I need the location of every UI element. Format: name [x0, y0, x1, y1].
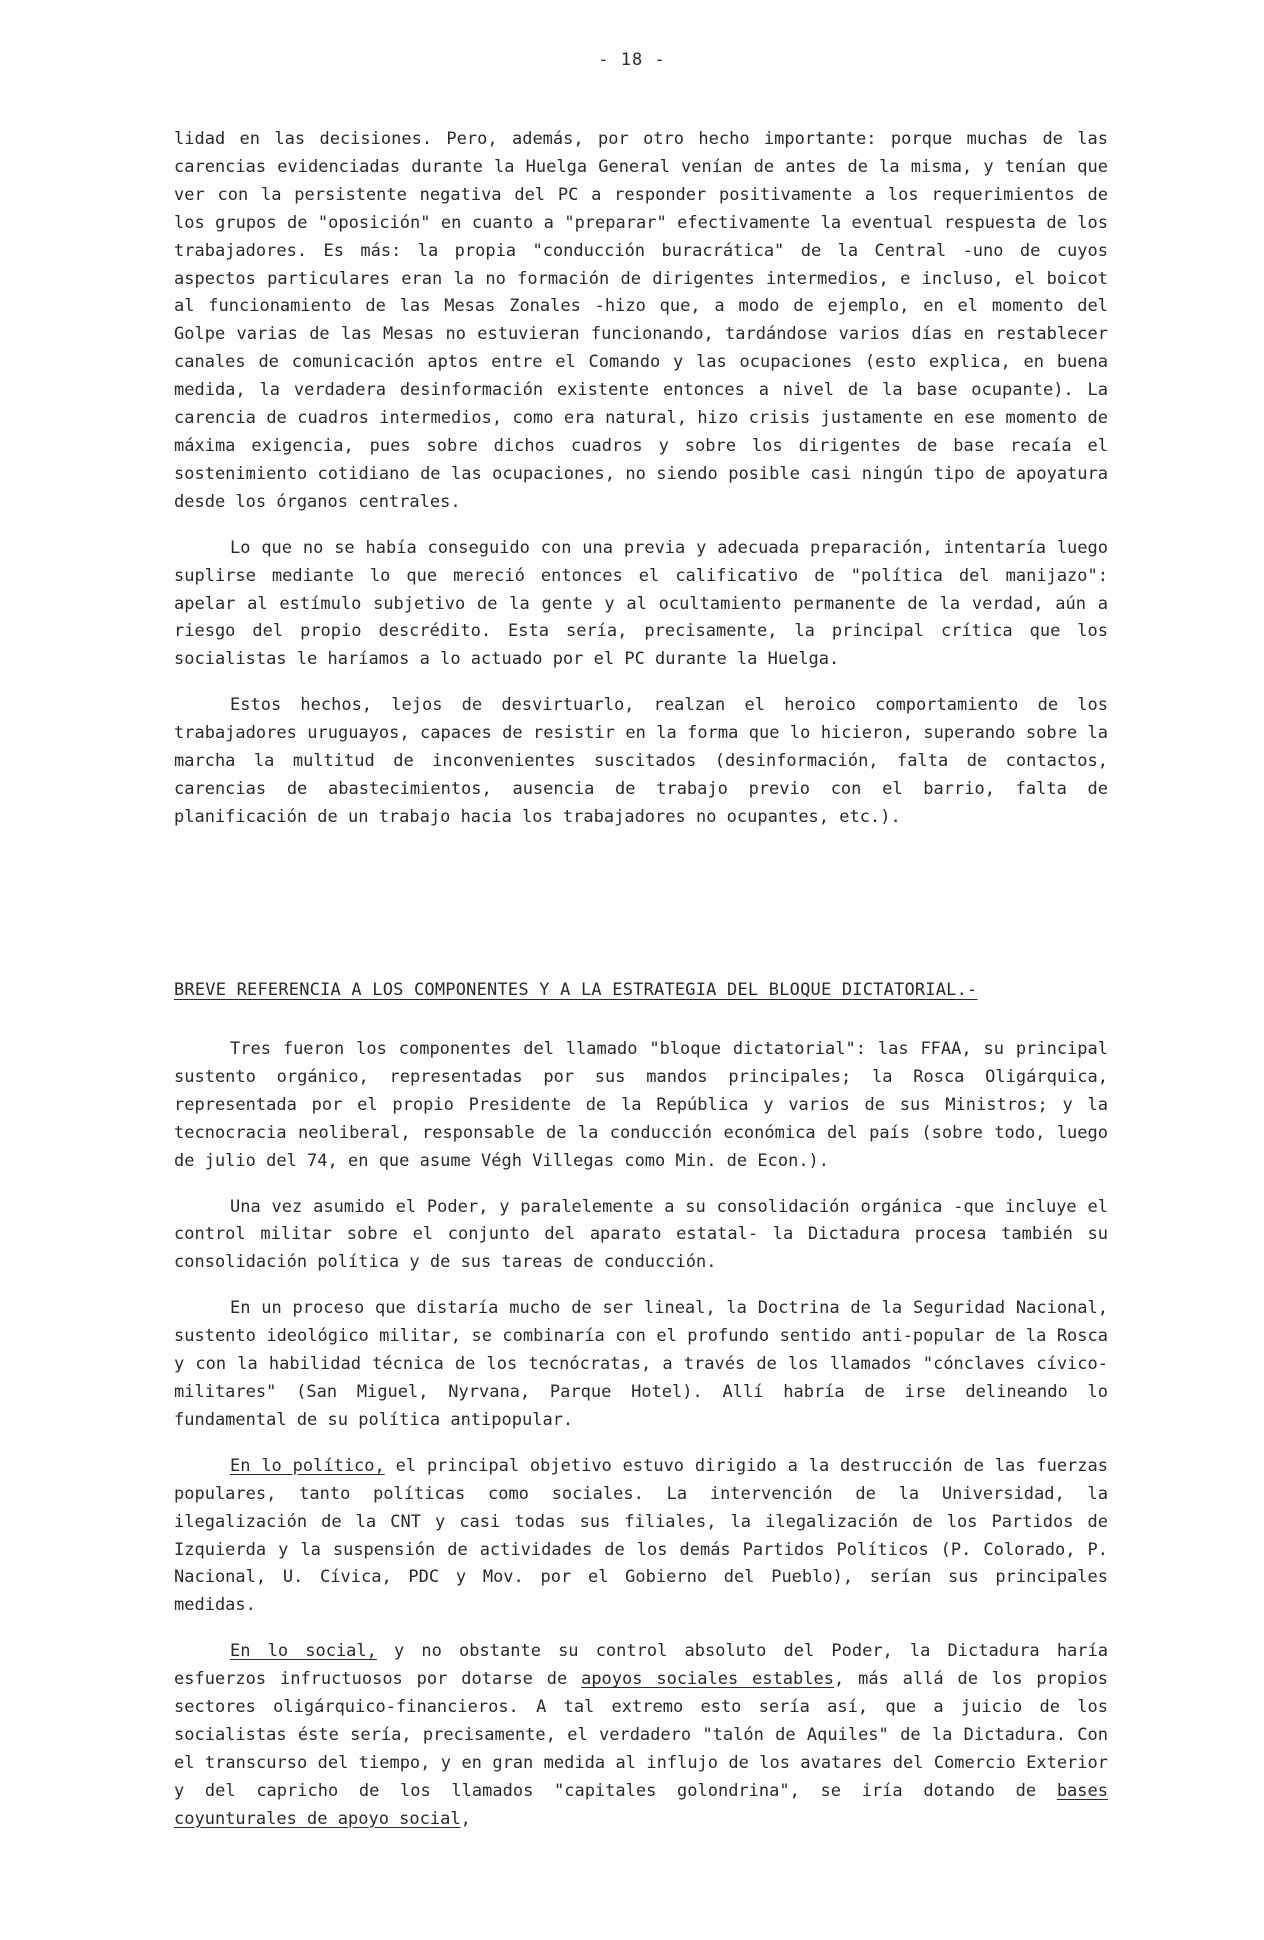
- paragraph-7: [174, 1453, 1108, 1620]
- paragraph-2: Lo que no se había conseguido con una previa y adecuada preparación, intentaría luego suplirse mediante lo que mereció entonces el calificativo de "política del manijazo": apelar al estímulo subjetivo de la gente y al ocultamiento permanente de la verdad, aún a riesgo del propio descrédito. Esta sería, precisamente, la principal crítica que los socialistas le haríamos a lo actuado por el PC durante la Huelga.: [174, 537, 1108, 670]
- paragraph-6: En un proceso que distaría mucho de ser lineal, la Doctrina de la Seguridad Nacional, sustento ideológico militar, se combinaría con el profundo sentido anti-popular de la Rosca y con la habilidad técnica de los tecnócratas, a través de los llamados "cónclaves cívico-militares" (San Miguel, Nyrvana, Parque Hotel). Allí habría de irse delineando lo fundamental de su política antipopular.: [174, 1298, 1108, 1430]
- paragraph-8-part-b: , más allá de los propios sectores oligárquico-financieros. A tal extremo esto sería así, que a juicio de los socialistas éste sería, precisamente, el verdadero "talón de Aquiles" de la Dictadura. Con el transcurso del tiempo, y en gran medida al influjo de los avatares del Comercio Exterior y del capricho de los llamados "capitales golondrina", se iría dotando de: [174, 1669, 1109, 1801]
- underlined-lead-social: En lo social,: [230, 1641, 377, 1662]
- paragraph-8-part-a: y no obstante su control absoluto del Poder, la Dictadura haría esfuerzos infructuosos por dotarse de: [174, 1641, 1108, 1690]
- paragraph-8: [174, 1638, 1108, 1833]
- page-number: - 18 -: [598, 50, 666, 70]
- underlined-apoyos-sociales: apoyos sociales estables: [581, 1669, 834, 1690]
- section-heading: BREVE REFERENCIA A LOS COMPONENTES Y A LA ESTRATEGIA DEL BLOQUE DICTATORIAL.-: [174, 980, 978, 1000]
- paragraph-8-part-c: ,: [460, 1808, 471, 1829]
- paragraph-1: lidad en las decisiones. Pero, además, por otro hecho importante: porque muchas de las carencias evidenciadas durante la Huelga General venían de antes de la misma, y tenían que ver con la persistente negativa del PC a responder positivamente a los requerimientos de los grupos de "oposición" en cuanto a "preparar" efectivamente la eventual respuesta de los trabajadores. Es más: la propia "conducción buracrática" de la Central -uno de cuyos aspectos particulares eran la no formación de dirigentes intermedios, e incluso, el boicot al funcionamiento de las Mesas Zonales -hizo que, a modo de ejemplo, en el momento del Golpe varias de las Mesas no estuvieran funcionando, tardándose varios días en restablecer canales de comunicación aptos entre el Comando y las ocupaciones (esto explica, en buena medida, la verdadera desinformación existente entonces a nivel de la base ocupante). La carencia de cuadros intermedios, como era natural, hizo crisis justamente en ese momento de máxima exigencia, pues sobre dichos cuadros y sobre los dirigentes de base recaía el sostenimiento cotidiano de las ocupaciones, no siendo posible casi ningún tipo de apoyatura desde los órganos centrales.: [174, 129, 1108, 512]
- underlined-bases-coyunturales: bases coyunturales de apoyo social: [174, 1780, 1108, 1829]
- body-section-2: [174, 1036, 1108, 1834]
- underlined-lead-politico: En lo político,: [230, 1455, 385, 1476]
- paragraph-7-body: el principal objetivo estuvo dirigido a la destrucción de las fuerzas populares, tanto políticas como sociales. La intervención de la Universidad, la ilegalización de la CNT y casi todas sus filiales, la ilegalización de los Partidos de Izquierda y la suspensión de actividades de los demás Partidos Políticos (P. Colorado, P. Nacional, U. Cívica, PDC y Mov. por el Gobierno del Pueblo), serían sus principales medidas.: [174, 1455, 1108, 1616]
- paragraph-3: Estos hechos, lejos de desvirtuarlo, realzan el heroico comportamiento de los trabajadores uruguayos, capaces de resistir en la forma que lo hicieron, superando sobre la marcha la multitud de inconvenientes suscitados (desinformación, falta de contactos, carencias de abastecimientos, ausencia de trabajo previo con el barrio, falta de planificación de un trabajo hacia los trabajadores no ocupantes, etc.).: [174, 695, 1108, 827]
- paragraph-4: Tres fueron los componentes del llamado "bloque dictatorial": las FFAA, su principal sustento orgánico, representadas por sus mandos principales; la Rosca Oligárquica, representada por el propio Presidente de la República y varios de sus Ministros; y la tecnocracia neoliberal, responsable de la conducción económica del país (sobre todo, luego de julio del 74, en que asume Végh Villegas como Min. de Econ.).: [174, 1039, 1108, 1171]
- paragraph-5: Una vez asumido el Poder, y paralelemente a su consolidación orgánica -que incluye el control militar sobre el conjunto del aparato estatal- la Dictadura procesa también su consolidación política y de sus tareas de conducción.: [174, 1196, 1108, 1273]
- body-section-1: [174, 126, 1108, 832]
